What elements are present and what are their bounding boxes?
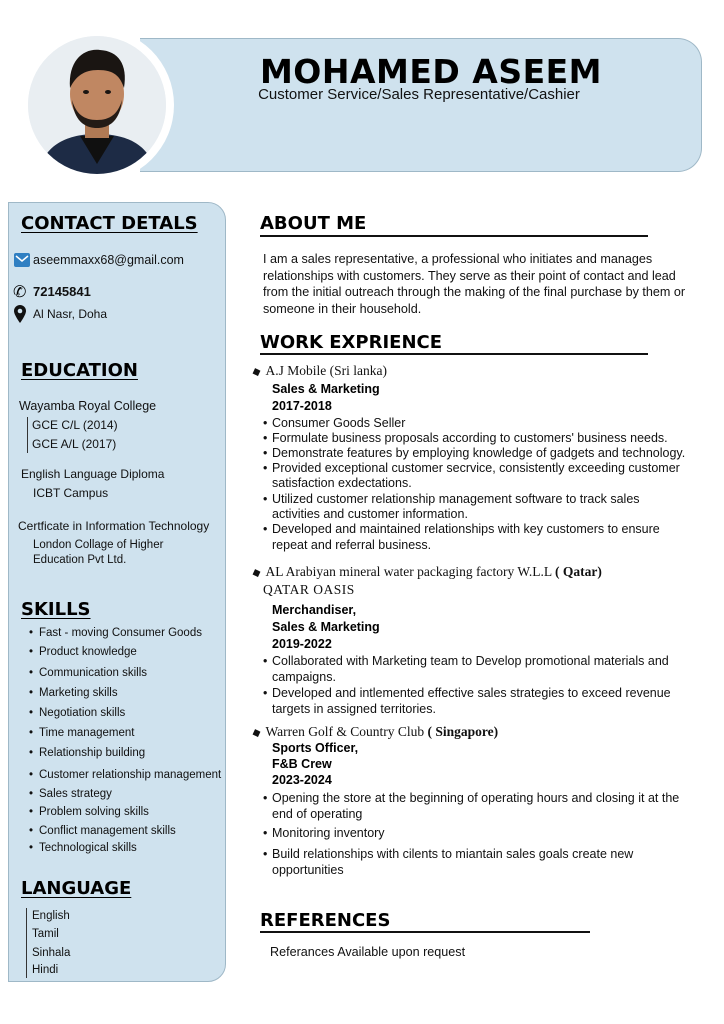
job1-point-cont-text: activities and customer information. bbox=[272, 507, 468, 521]
job3-point: • Opening the store at the beginning of operating hours and closing it at the bbox=[272, 791, 722, 806]
job3-point: • Build relationships with cilents to miantain sales goals create new bbox=[272, 847, 722, 862]
job1-point: • Consumer Goods Seller bbox=[272, 416, 722, 431]
job1-point: • Demonstrate features by employing knowledge of gadgets and technology. bbox=[272, 446, 722, 461]
job2-point: • Developed and intlemented effective sales strategies to exceed revenue bbox=[272, 686, 722, 701]
work-rule bbox=[260, 353, 648, 355]
job2-years: 2019-2022 bbox=[272, 637, 332, 651]
exam-ol: GCE C/L (2014) bbox=[32, 418, 118, 432]
language-item: Tamil bbox=[32, 928, 59, 940]
job2-company bbox=[252, 564, 602, 580]
job3-role2: F&B Crew bbox=[272, 757, 332, 771]
exam-divider bbox=[27, 417, 28, 453]
skill-item: • Technological skills bbox=[29, 842, 137, 854]
job2-company-text: AL Arabiyan mineral water packaging factory W.L.L bbox=[265, 564, 552, 579]
job3-country: ( Singapore) bbox=[427, 724, 499, 739]
work-heading: WORK EXPRIENCE bbox=[260, 332, 443, 353]
job2-role1: Merchandiser, bbox=[272, 603, 357, 617]
education-heading: EDUCATION bbox=[21, 360, 138, 381]
school-name: Wayamba Royal College bbox=[19, 399, 157, 413]
diamond-bullet-icon: ◆ bbox=[250, 565, 263, 581]
job1-role: Sales & Marketing bbox=[272, 382, 380, 396]
job2-role2: Sales & Marketing bbox=[272, 620, 380, 634]
job2-point-cont-text: targets in assigned territories. bbox=[272, 702, 436, 716]
job2-brand: QATAR OASIS bbox=[263, 582, 355, 597]
language-item: Hindi bbox=[32, 964, 59, 976]
job3-company-text: Warren Golf & Country Club bbox=[265, 724, 425, 739]
about-text: I am a sales representative, a professional who initiates and manages relationships with customers. They serve as their point of contact and lead from the initial outreach through the making of the final purchase by them or someone in their household. bbox=[263, 252, 686, 316]
profile-photo bbox=[28, 36, 166, 174]
language-item: Sinhala bbox=[32, 947, 71, 959]
diamond-bullet-icon: ◆ bbox=[250, 725, 263, 741]
about-rule bbox=[260, 235, 648, 237]
applicant-title: Customer Service/Sales Representative/Cashier bbox=[258, 86, 580, 103]
cert-place-line1: London Collage of Higher bbox=[33, 539, 164, 551]
job3-years: 2023-2024 bbox=[272, 773, 332, 787]
language-item: English bbox=[32, 910, 70, 922]
job1-point: • Formulate business proposals according to customers' business needs. bbox=[272, 431, 722, 446]
job3-company bbox=[252, 724, 498, 740]
job1-point-cont bbox=[272, 538, 722, 553]
email-text: aseemmaxx68@gmail.com bbox=[33, 253, 184, 267]
phone-text: 72145841 bbox=[33, 284, 91, 299]
job1-years: 2017-2018 bbox=[272, 399, 332, 413]
job1-company bbox=[252, 363, 387, 379]
job1-point: • Developed and maintained relationships with key customers to ensure bbox=[272, 522, 722, 537]
job3-point-cont-text: opportunities bbox=[272, 863, 344, 877]
skill-item: • Communication skills bbox=[29, 667, 147, 679]
job3-point: • Monitoring inventory bbox=[272, 826, 722, 841]
references-text: Referances Available upon request bbox=[270, 945, 466, 959]
skill-item: • Problem solving skills bbox=[29, 806, 149, 818]
language-divider bbox=[26, 908, 27, 978]
avatar-illustration bbox=[28, 36, 166, 174]
skill-item: • Negotiation skills bbox=[29, 707, 125, 719]
location-text: Al Nasr, Doha bbox=[33, 307, 108, 321]
job1-point-cont-text: satisfaction exdectations. bbox=[272, 476, 412, 490]
exam-al: GCE A/L (2017) bbox=[32, 437, 117, 451]
skill-item: • Marketing skills bbox=[29, 687, 118, 699]
cert-place-line2: Education Pvt Ltd. bbox=[33, 554, 127, 566]
job1-point: • Utilized customer relationship management software to track sales bbox=[272, 492, 722, 507]
skill-item: • Customer relationship management bbox=[29, 769, 221, 781]
job1-point: • Provided exceptional customer secrvice, consistently exceeding customer bbox=[272, 461, 722, 476]
skill-item: • Product knowledge bbox=[29, 646, 137, 658]
location-pin-icon bbox=[14, 305, 26, 328]
skills-heading: SKILLS bbox=[21, 599, 91, 620]
job3-point-cont bbox=[272, 863, 722, 878]
about-heading: ABOUT ME bbox=[260, 213, 367, 234]
phone-icon: ✆ bbox=[13, 282, 27, 301]
cert-title: Certficate in Information Technology bbox=[18, 519, 210, 533]
skill-item: • Fast - moving Consumer Goods bbox=[29, 627, 202, 639]
sidebar bbox=[8, 202, 226, 982]
skill-item: • Relationship building bbox=[29, 747, 145, 759]
contact-heading: CONTACT DETALS bbox=[21, 213, 198, 234]
job2-point-cont-text: campaigns. bbox=[272, 670, 336, 684]
diploma-title: English Language Diploma bbox=[21, 467, 165, 481]
job2-point-cont bbox=[272, 702, 722, 717]
job1-point-cont-text: repeat and referral business. bbox=[272, 538, 432, 552]
language-heading: LANGUAGE bbox=[21, 878, 132, 899]
job3-point-cont-text: end of operating bbox=[272, 807, 363, 821]
job2-country: ( Qatar) bbox=[555, 564, 602, 579]
job2-point-cont bbox=[272, 670, 722, 685]
job3-point-cont bbox=[272, 807, 722, 822]
applicant-name: MOHAMED ASEEM bbox=[259, 52, 603, 91]
references-heading: REFERENCES bbox=[260, 910, 391, 931]
diploma-place: ICBT Campus bbox=[33, 486, 109, 500]
job3-role1: Sports Officer, bbox=[272, 741, 359, 755]
skill-item: • Time management bbox=[29, 727, 134, 739]
job1-point-cont bbox=[272, 476, 722, 491]
skill-item: • Conflict management skills bbox=[29, 825, 176, 837]
diamond-bullet-icon: ◆ bbox=[250, 364, 263, 380]
skill-item: • Sales strategy bbox=[29, 788, 112, 800]
job2-point: • Collaborated with Marketing team to Develop promotional materials and bbox=[272, 654, 722, 669]
job1-company-text: A.J Mobile (Sri lanka) bbox=[265, 363, 387, 378]
references-rule bbox=[260, 931, 590, 933]
email-icon bbox=[14, 253, 30, 272]
job1-point-cont bbox=[272, 507, 722, 522]
